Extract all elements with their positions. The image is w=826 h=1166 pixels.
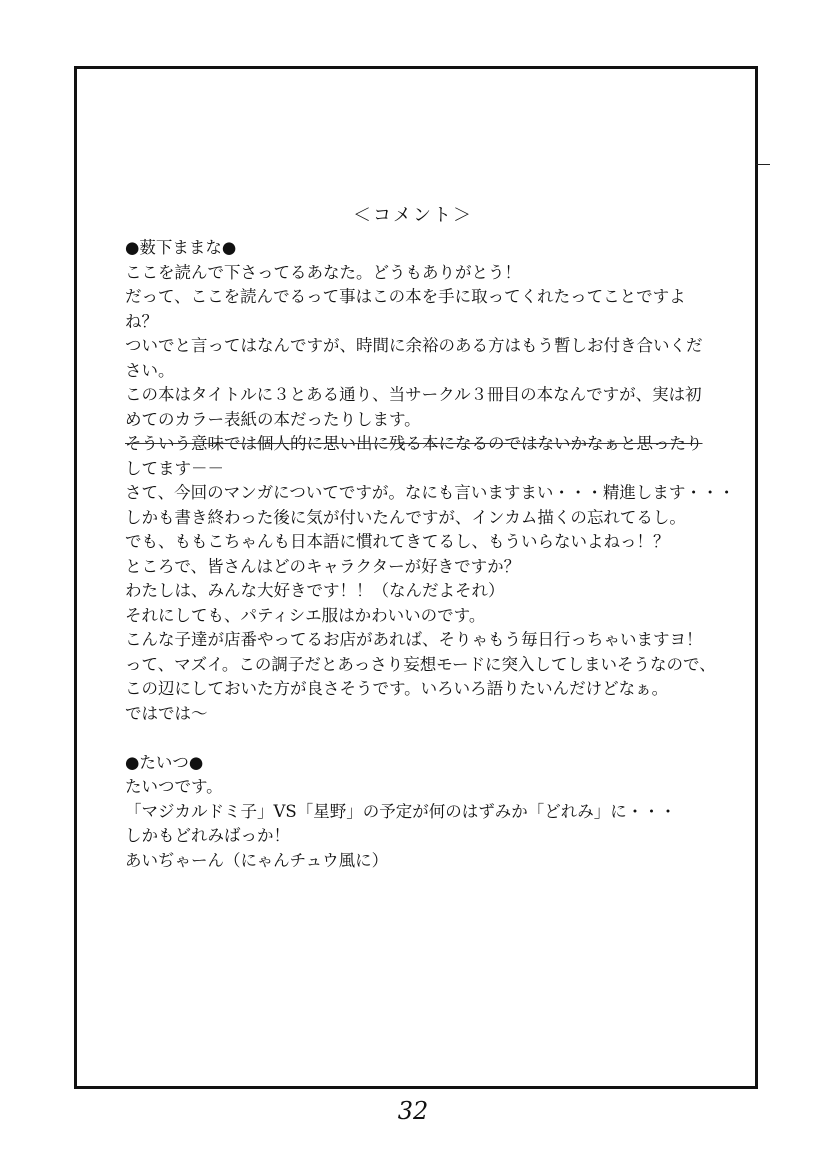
text-line: ここを読んで下さってるあなた。どうもありがとう！ — [125, 262, 521, 282]
text-line: だって、ここを読んでるって事はこの本を手に取ってくれたってことですよ — [125, 287, 686, 306]
text-line: 「マジカルドミ子」VS「星野」の予定が何のはずみか「どれみ」に・・・ — [125, 801, 677, 821]
text-line: この本はタイトルに３とある通り、当サークル３冊目の本なんですが、実は初 — [125, 385, 702, 404]
text-line: してます－－ — [125, 458, 224, 478]
text-line: って、マズイ。この調子だとあっさり妄想モードに突入してしまいそうなので、 — [125, 654, 716, 674]
comment-body — [125, 236, 735, 873]
section-author-taitsu: ●たいつ● — [125, 752, 204, 772]
text-line: こんな子達が店番やってるお店があれば、そりゃもう毎日行っちゃいますヨ！ — [125, 630, 703, 649]
text-line: めてのカラー表紙の本だったりします。 — [125, 409, 421, 429]
text-line: ね？ — [125, 311, 158, 331]
margin-tick — [756, 164, 770, 165]
text-line: ところで、皆さんはどのキャラクターが好きですか？ — [125, 556, 521, 576]
text-line-struck: そういう意味では個人的に思い出に残る本になるのではないかなぁと思ったり — [125, 434, 703, 453]
text-line: わたしは、みんな大好きです！！（なんだよそれ） — [125, 581, 505, 600]
text-line: ではでは～ — [125, 703, 208, 723]
text-line: たいつです。 — [125, 777, 223, 796]
text-line: ついでと言ってはなんですが、時間に余裕のある方はもう暫しお付き合いくだ — [125, 336, 703, 355]
page-number: 32 — [397, 1097, 429, 1125]
text-line: この辺にしておいた方が良さそうです。いろいろ語りたいんだけどなぁ。 — [125, 679, 669, 698]
text-line: さて、今回のマンガについてですが。なにも言いますまい・・・精進します・・・ — [125, 483, 735, 502]
text-line: さい。 — [125, 360, 175, 380]
section-gap — [125, 726, 715, 751]
section-author-yabushita: ●薮下ままな● — [125, 238, 237, 257]
text-line: でも、ももこちゃんも日本語に慣れてきてるし、もういらないよねっ！？ — [125, 532, 670, 551]
comment-heading: ＜コメント＞ — [353, 205, 473, 226]
text-line: あいぢゃーん（にゃんチュウ風に） — [125, 850, 389, 870]
text-line: しかもどれみばっか！ — [125, 826, 290, 845]
text-line: それにしても、パティシエ服はかわいいのです。 — [125, 605, 486, 625]
text-line: しかも書き終わった後に気が付いたんですが、インカム描くの忘れてるし。 — [125, 507, 686, 527]
